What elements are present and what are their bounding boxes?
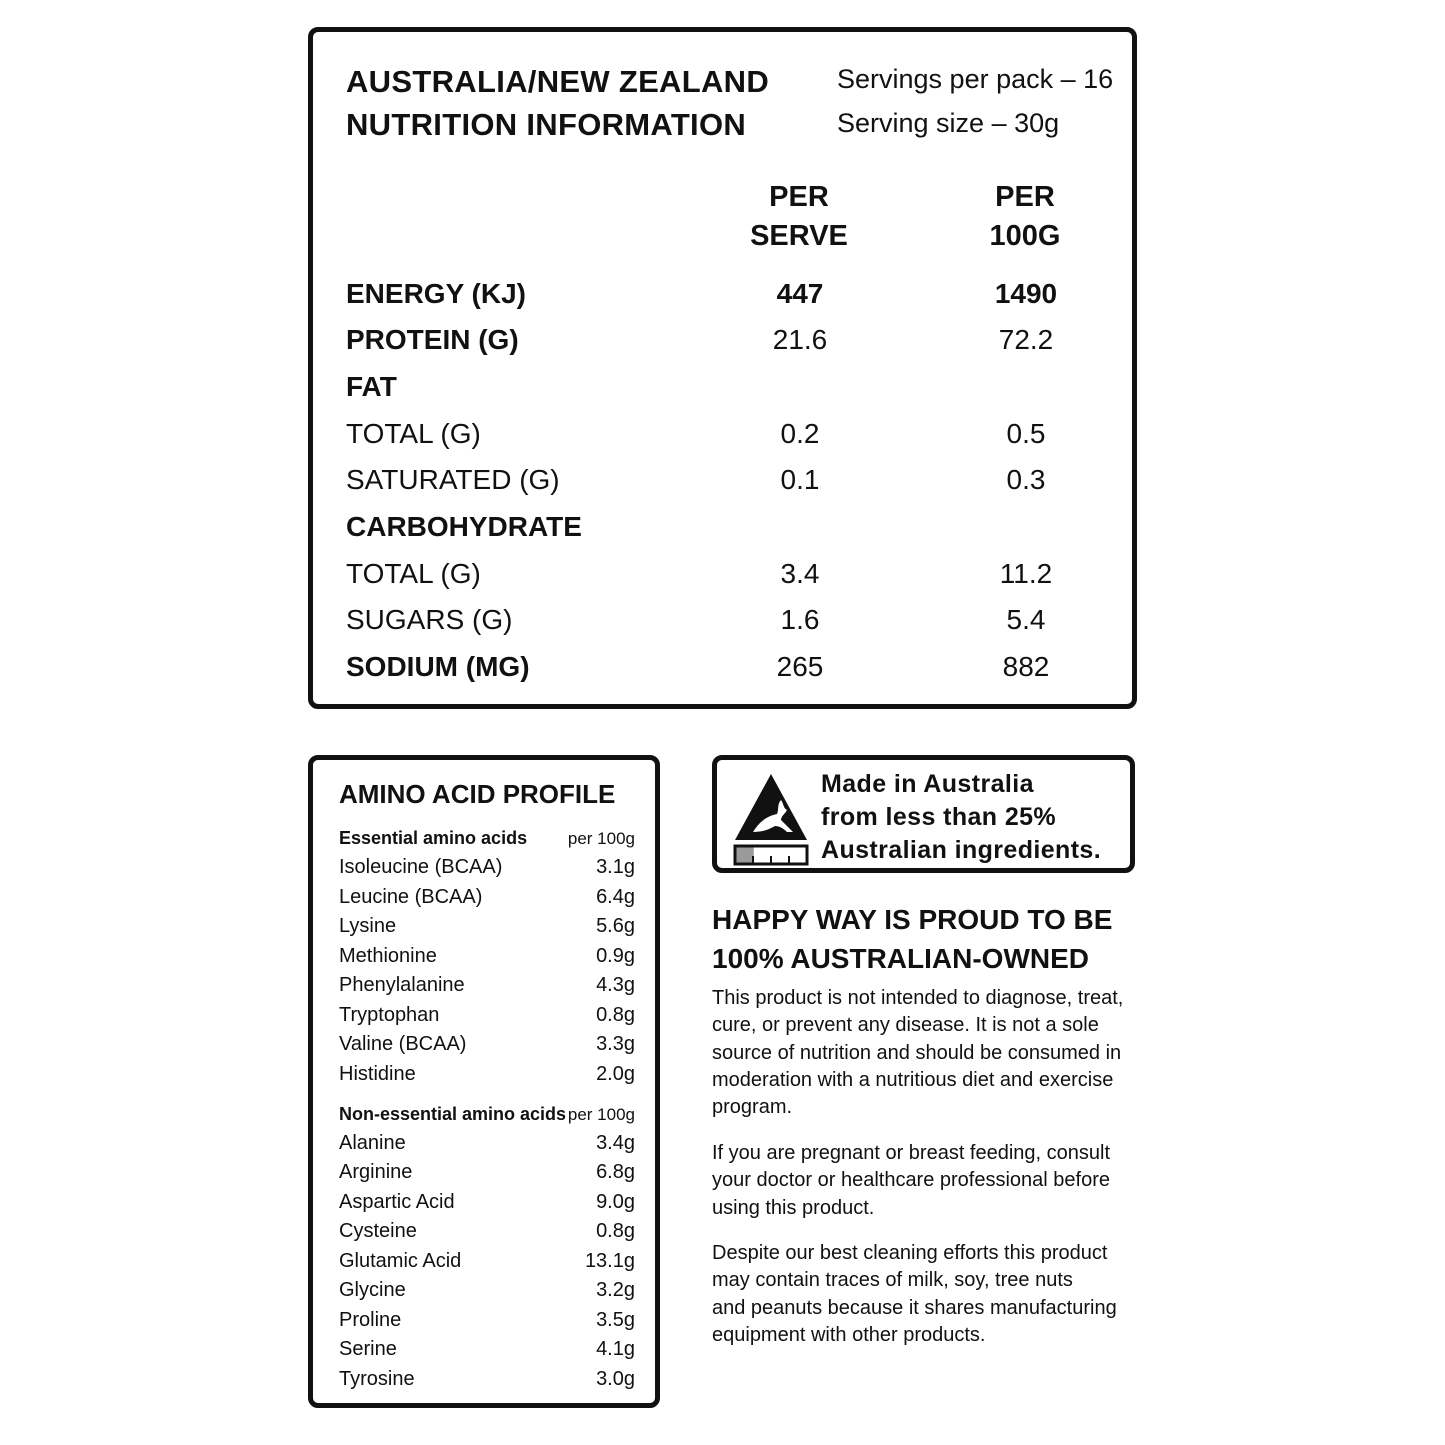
amino-row: Leucine (BCAA) 6.4g [339,886,635,908]
serving-info [837,57,1113,145]
amino-row: Histidine 2.0g [339,1063,635,1085]
amino-row: Isoleucine (BCAA) 3.1g [339,856,635,878]
amino-row: Tyrosine 3.0g [339,1368,635,1390]
essential-header: Essential amino acids per 100g [339,828,635,848]
amino-row: Methionine 0.9g [339,945,635,967]
disclaimer-medical: This product is not intended to diagnose, treat, cure, or prevent any disease. It is not a sole source of nutrition and should be consumed in moderation with a nutritious diet and exercise program. [712,987,1124,1119]
nutrition-row: ENERGY (KJ) 447 1490 [346,278,1058,309]
nutrition-panel [308,27,1137,709]
made-in-australia-panel [712,755,1135,873]
nutrition-row: CARBOHYDRATE [346,511,582,542]
amino-row: Aspartic Acid 9.0g [339,1191,635,1213]
amino-row: Lysine 5.6g [339,915,635,937]
nutrition-row: SATURATED (G) 0.1 0.3 [346,464,1046,495]
amino-row: Arginine 6.8g [339,1161,635,1183]
per-100g-header: PER 100G [989,181,1061,252]
nutrition-row: FAT [346,371,397,402]
amino-row: Phenylalanine 4.3g [339,974,635,996]
amino-row: Proline 3.5g [339,1309,635,1331]
amino-row: Cysteine 0.8g [339,1220,635,1242]
amino-acid-panel [308,755,660,1408]
nutrition-row: SUGARS (G) 1.6 5.4 [346,604,1046,635]
australian-owned-heading: HAPPY WAY IS PROUD TO BE 100% AUSTRALIAN-OWNED [712,904,1113,974]
nutrition-row: PROTEIN (G) 21.6 72.2 [346,324,1054,355]
per-serve-header: PER SERVE [750,181,848,252]
amino-row: Valine (BCAA) 3.3g [339,1033,635,1055]
servings-per-pack: Servings per pack – 16 [837,64,1114,94]
amino-row: Tryptophan 0.8g [339,1004,635,1026]
made-in-australia-text: Made in Australia from less than 25% Australian ingredients. [821,770,1102,864]
serving-size: Serving size – 30g [837,108,1060,138]
disclaimer-pregnancy: If you are pregnant or breast feeding, consult your doctor or healthcare professional before using this product. [712,1142,1111,1219]
amino-title: AMINO ACID PROFILE [339,779,616,809]
nutrition-row: TOTAL (G) 3.4 11.2 [346,558,1053,589]
amino-row: Alanine 3.4g [339,1132,635,1154]
disclaimer-allergens: Despite our best cleaning efforts this product may contain traces of milk, soy, tree nuts and peanuts because it shares manufacturing equipment with other products. [712,1242,1117,1346]
amino-row: Glutamic Acid 13.1g [339,1250,635,1272]
kangaroo-triangle-icon [731,770,811,866]
amino-row: Serine 4.1g [339,1338,635,1360]
amino-row: Glycine 3.2g [339,1279,635,1301]
nutrition-title: AUSTRALIA/NEW ZEALAND NUTRITION INFORMATION [346,64,770,142]
nutrition-row: TOTAL (G) 0.2 0.5 [346,418,1046,449]
australian-content-bar-fill [737,848,754,863]
nonessential-header: Non-essential amino acids per 100g [339,1104,635,1124]
nutrition-row: SODIUM (MG) 265 882 [346,651,1050,682]
